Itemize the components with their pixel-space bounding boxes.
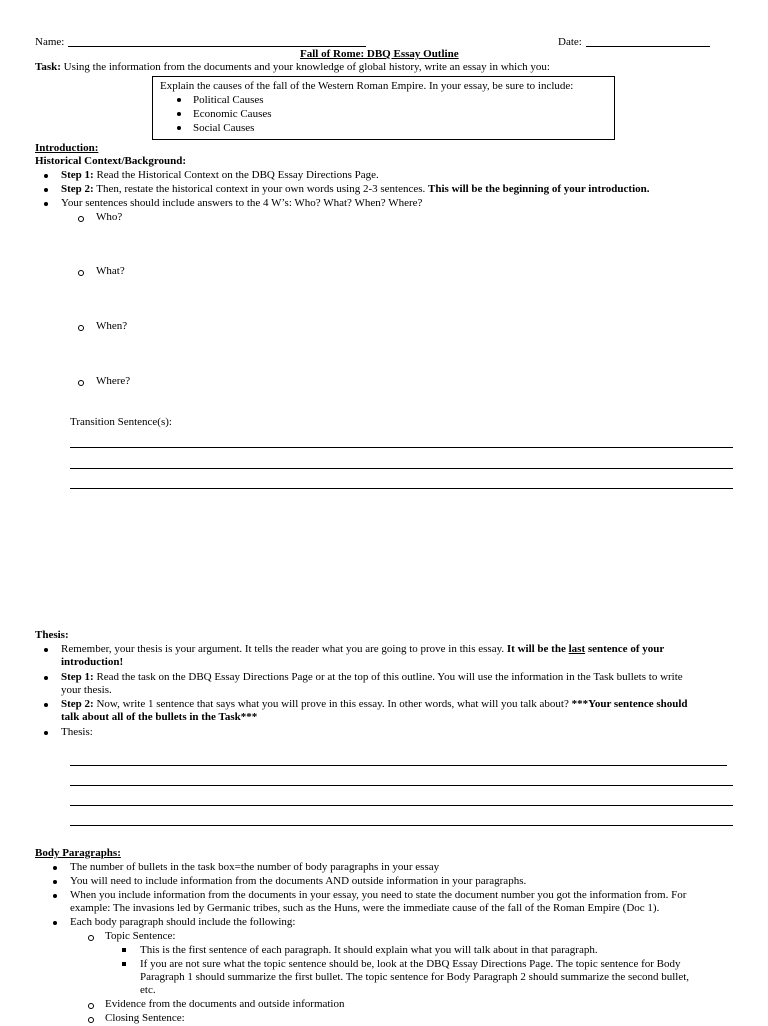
topic-sub-2: If you are not sure what the topic sentence should be, look at the DBQ Essay Directions Page. The topic sentence for Body: [140, 958, 681, 970]
historical-context-heading: Historical Context/Background:: [35, 155, 187, 167]
closing-sentence-label: Closing Sentence:: [105, 1012, 185, 1024]
task-text: Using the information from the documents and your knowledge of global history, write an essay in which you:: [63, 61, 550, 73]
thesis-line[interactable]: [70, 825, 733, 826]
transition-label: Transition Sentence(s):: [70, 416, 172, 428]
intro-step1-text: Read the Historical Context on the DBQ Essay Directions Page.: [96, 169, 379, 181]
task-label: Task:: [35, 61, 61, 73]
bullet-icon: [44, 202, 48, 206]
evidence-label: Evidence from the documents and outside information: [105, 998, 345, 1010]
body-bullet-1: The number of bullets in the task box=the number of body paragraphs in your essay: [70, 861, 440, 873]
transition-line[interactable]: [70, 468, 733, 469]
topic-sub-2-cont2: etc.: [140, 984, 156, 996]
intro-step1-label: Step 1:: [61, 169, 94, 181]
bullet-icon: [53, 894, 57, 898]
bullet-icon: [44, 731, 48, 735]
thesis-step2-cont: talk about all of the bullets in the Task***: [61, 711, 258, 723]
thesis-label: Thesis:: [61, 726, 93, 738]
task-bullet-icon: [177, 112, 181, 116]
w-who: Who?: [96, 211, 123, 223]
thesis-step1-cont: your thesis.: [61, 684, 112, 696]
thesis-step2-text: Now, write 1 sentence that says what you will prove in this essay. In other words, what will you talk about?: [96, 698, 569, 710]
intro-four-ws: Your sentences should include answers to the 4 W’s: Who? What? When? Where?: [61, 197, 423, 209]
circle-bullet-icon: [88, 1017, 94, 1023]
name-label: Name:: [35, 36, 65, 48]
bullet-icon: [44, 174, 48, 178]
circle-bullet-icon: [78, 270, 84, 276]
date-line[interactable]: [586, 46, 710, 47]
intro-step2-text: Then, restate the historical context in your own words using 2-3 sentences.: [96, 183, 426, 195]
bullet-icon: [44, 703, 48, 707]
thesis-step2-bold: ***Your sentence should: [571, 698, 688, 710]
body-bullet-3-cont: example: The invasions led by Germanic tribes, such as the Huns, were the immediate cause of the fall of the Roman Empire (Doc 1).: [70, 902, 660, 914]
task-line: [35, 61, 550, 75]
thesis-remember-bold-b: sentence of your: [587, 643, 665, 655]
bullet-icon: [53, 866, 57, 870]
bullet-icon: [53, 880, 57, 884]
task-item: Economic Causes: [193, 108, 272, 120]
thesis-heading: Thesis:: [35, 629, 69, 641]
bullet-icon: [44, 676, 48, 680]
bullet-icon: [44, 188, 48, 192]
w-what: What?: [96, 265, 125, 277]
date-label: Date:: [558, 36, 582, 48]
thesis-line[interactable]: [70, 765, 727, 766]
task-item: Political Causes: [193, 94, 264, 106]
body-bullet-2: You will need to include information from the documents AND outside information in your paragraphs.: [70, 875, 527, 887]
circle-bullet-icon: [78, 216, 84, 222]
thesis-remember-cont: introduction!: [61, 656, 124, 668]
body-paragraphs-heading: Body Paragraphs:: [35, 847, 121, 859]
intro-step2: [61, 183, 650, 197]
intro-step2-bold: This will be the beginning of your introduction.: [428, 183, 650, 195]
thesis-line[interactable]: [70, 805, 733, 806]
square-bullet-icon: [122, 948, 126, 952]
transition-line[interactable]: [70, 447, 733, 448]
circle-bullet-icon: [88, 1003, 94, 1009]
intro-step2-label: Step 2:: [61, 183, 94, 195]
bullet-icon: [53, 921, 57, 925]
thesis-remember-text: Remember, your thesis is your argument. It tells the reader what you are going to prove in this essay.: [61, 643, 505, 655]
thesis-remember: [61, 643, 664, 657]
circle-bullet-icon: [88, 935, 94, 941]
thesis-step1: [61, 671, 683, 685]
topic-sub-2-cont: Paragraph 1 should summarize the first bullet. The topic sentence for Body Paragraph 2 should summarize the second bullet,: [140, 971, 690, 983]
body-bullet-4: Each body paragraph should include the following:: [70, 916, 296, 928]
thesis-step1-label: Step 1:: [61, 671, 94, 683]
name-line[interactable]: [68, 46, 366, 47]
introduction-heading: Introduction:: [35, 142, 99, 154]
thesis-step1-text: Read the task on the DBQ Essay Directions Page or at the top of this outline. You will use the information in the Task bullets to write: [96, 671, 683, 683]
w-when: When?: [96, 320, 128, 332]
topic-sentence-label: Topic Sentence:: [105, 930, 176, 942]
topic-sub-1: This is the first sentence of each paragraph. It should explain what you will talk about in that paragraph.: [140, 944, 598, 956]
task-bullet-icon: [177, 98, 181, 102]
thesis-remember-bold-a: It will be the: [506, 643, 566, 655]
page-title: Fall of Rome: DBQ Essay Outline: [300, 48, 459, 60]
transition-line[interactable]: [70, 488, 733, 489]
w-where: Where?: [96, 375, 131, 387]
task-bullet-icon: [177, 126, 181, 130]
task-box-text: Explain the causes of the fall of the Western Roman Empire. In your essay, be sure to include:: [160, 80, 574, 92]
square-bullet-icon: [122, 962, 126, 966]
thesis-step2-label: Step 2:: [61, 698, 94, 710]
circle-bullet-icon: [78, 380, 84, 386]
thesis-step2: [61, 698, 688, 712]
intro-step1: [61, 169, 379, 183]
thesis-remember-last: last: [568, 643, 586, 655]
body-bullet-3: When you include information from the documents in your essay, you need to state the document number you got the information from. For: [70, 889, 687, 901]
task-item: Social Causes: [193, 122, 255, 134]
bullet-icon: [44, 648, 48, 652]
thesis-line[interactable]: [70, 785, 733, 786]
circle-bullet-icon: [78, 325, 84, 331]
